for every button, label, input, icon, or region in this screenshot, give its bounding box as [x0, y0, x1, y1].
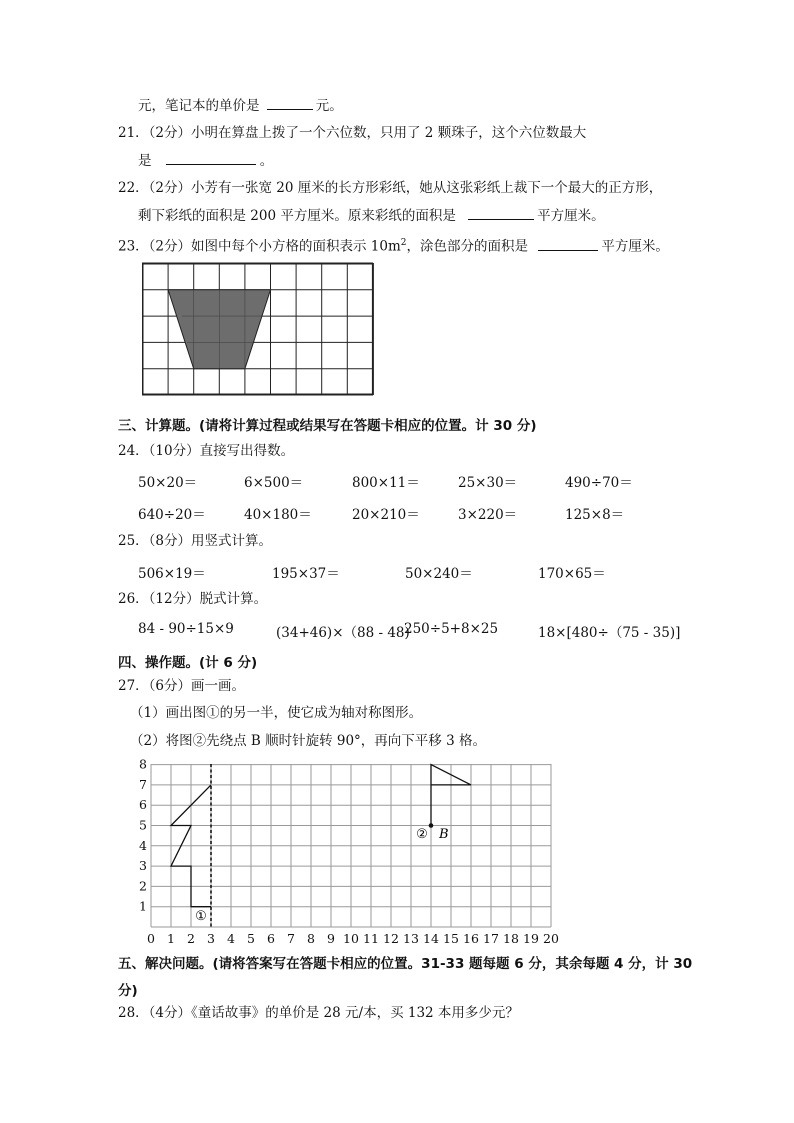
q24-r2-3: 20×210＝: [352, 507, 420, 523]
x-tick-19: 19: [523, 931, 539, 946]
q23-line: [118, 234, 669, 256]
y-tick-4: 4: [139, 837, 147, 853]
figure-2-label: ②: [416, 827, 428, 842]
q27-sub1: （1）画出图①的另一半，使它成为轴对称图形。: [130, 705, 423, 721]
x-tick-1: 1: [167, 931, 175, 946]
q23-blank[interactable]: [538, 237, 598, 251]
q26-item-1: 84 - 90÷15×9: [138, 621, 234, 637]
q21-text2: 是: [138, 153, 152, 169]
section-5-title-line2: 分): [118, 983, 138, 999]
x-tick-12: 12: [383, 931, 399, 946]
x-tick-16: 16: [463, 931, 479, 946]
q24-r2-4: 3×220＝: [458, 507, 518, 523]
q23-text-a: 23．（2分）如图中每个小方格的面积表示 10m: [118, 238, 401, 255]
q20-line: [138, 96, 343, 115]
x-tick-13: 13: [403, 931, 419, 946]
q22-line2: [138, 206, 605, 225]
q20-text: 元，笔记本的单价是: [138, 98, 260, 114]
q20-blank[interactable]: [267, 96, 313, 110]
x-tick-9: 9: [327, 931, 335, 946]
q21-end: 。: [259, 153, 274, 169]
q25-label: 25．（8分）用竖式计算。: [118, 533, 273, 549]
x-tick-3: 3: [207, 931, 215, 946]
x-axis-labels: [147, 931, 559, 946]
point-b: [429, 823, 434, 828]
y-tick-8: 8: [139, 756, 147, 772]
x-tick-20: 20: [543, 931, 559, 946]
q22-text2b: 平方厘米。: [537, 208, 605, 224]
q24-r1-5: 490÷70＝: [565, 475, 633, 491]
x-tick-0: 0: [147, 931, 155, 946]
q28-text: 28．（4分）《童话故事》的单价是 28 元/本，买 132 本用多少元？: [118, 1005, 519, 1021]
q25-item-1: 506×19＝: [138, 566, 206, 582]
figure-1-label: ①: [195, 909, 207, 924]
x-tick-15: 15: [443, 931, 459, 946]
x-tick-10: 10: [343, 931, 359, 946]
y-tick-7: 7: [139, 776, 147, 792]
q23-sup: 2: [400, 238, 407, 248]
q27-sub2: （2）将图②先绕点 B 顺时针旋转 90°，再向下平移 3 格。: [130, 733, 486, 749]
q24-r2-1: 640÷20＝: [138, 507, 206, 523]
q21-line1: 21．（2分）小明在算盘上拨了一个六位数，只用了 2 颗珠子，这个六位数最大: [118, 125, 587, 141]
q24-r1-1: 50×20＝: [138, 475, 198, 491]
q24-r1-4: 25×30＝: [458, 475, 518, 491]
q24-label: 24．（10分）直接写出得数。: [118, 443, 295, 459]
section-5-title-line1: 五、解决问题。(请将答案写在答题卡相应的位置。31-33 题每题 6 分，其余每题 4 分，计 30: [118, 956, 693, 972]
q24-r1-2: 6×500＝: [244, 475, 304, 491]
q25-item-2: 195×37＝: [272, 566, 340, 582]
y-axis-labels: [139, 757, 147, 914]
q24-r2-2: 40×180＝: [244, 507, 312, 523]
q23-text-c: 平方厘米。: [601, 238, 669, 255]
y-tick-3: 3: [139, 858, 147, 874]
x-tick-11: 11: [363, 931, 379, 946]
q26-item-3: 250÷5+8×25: [404, 621, 499, 637]
q25-item-4: 170×65＝: [538, 566, 606, 582]
q21-line2: [138, 151, 273, 170]
section-3-title: 三、计算题。(请将计算过程或结果写在答题卡相应的位置。计 30 分): [118, 418, 537, 434]
q22-line1: 22．（2分）小芳有一张宽 20 厘米的长方形彩纸，她从这张彩纸上裁下一个最大的正方形，: [118, 180, 663, 196]
q23-text-b: ，涂色部分的面积是: [406, 238, 529, 255]
x-tick-14: 14: [423, 931, 439, 946]
q24-r2-5: 125×8＝: [565, 507, 625, 523]
x-tick-4: 4: [227, 931, 235, 946]
x-tick-7: 7: [287, 931, 295, 946]
q20-unit: 元。: [315, 98, 343, 114]
q26-item-2: (34+46)×（88 - 48): [276, 625, 410, 641]
q22-text2a: 剩下彩纸的面积是 200 平方厘米。原来彩纸的面积是: [138, 208, 456, 224]
point-b-label: B: [439, 827, 449, 842]
y-tick-6: 6: [139, 797, 147, 813]
q25-item-3: 50×240＝: [405, 566, 473, 582]
q21-blank[interactable]: [166, 151, 256, 165]
x-tick-8: 8: [307, 931, 315, 946]
x-tick-5: 5: [247, 931, 255, 946]
q26-item-4: 18×[480÷（75 - 35)]: [538, 625, 681, 641]
y-tick-5: 5: [139, 817, 147, 833]
coordinate-grid-figure: [136, 754, 566, 948]
x-tick-6: 6: [267, 931, 275, 946]
q24-r1-3: 800×11＝: [352, 475, 420, 491]
x-tick-18: 18: [503, 931, 519, 946]
section-4-title: 四、操作题。(计 6 分): [118, 655, 258, 671]
x-tick-2: 2: [187, 931, 195, 946]
y-tick-1: 1: [139, 898, 147, 914]
trapezoid-grid-figure: [142, 262, 374, 396]
y-tick-2: 2: [139, 878, 147, 894]
q26-label: 26．（12分）脱式计算。: [118, 591, 268, 607]
q27-label: 27．（6分）画一画。: [118, 678, 246, 694]
x-tick-17: 17: [483, 931, 499, 946]
q22-blank[interactable]: [468, 206, 534, 220]
